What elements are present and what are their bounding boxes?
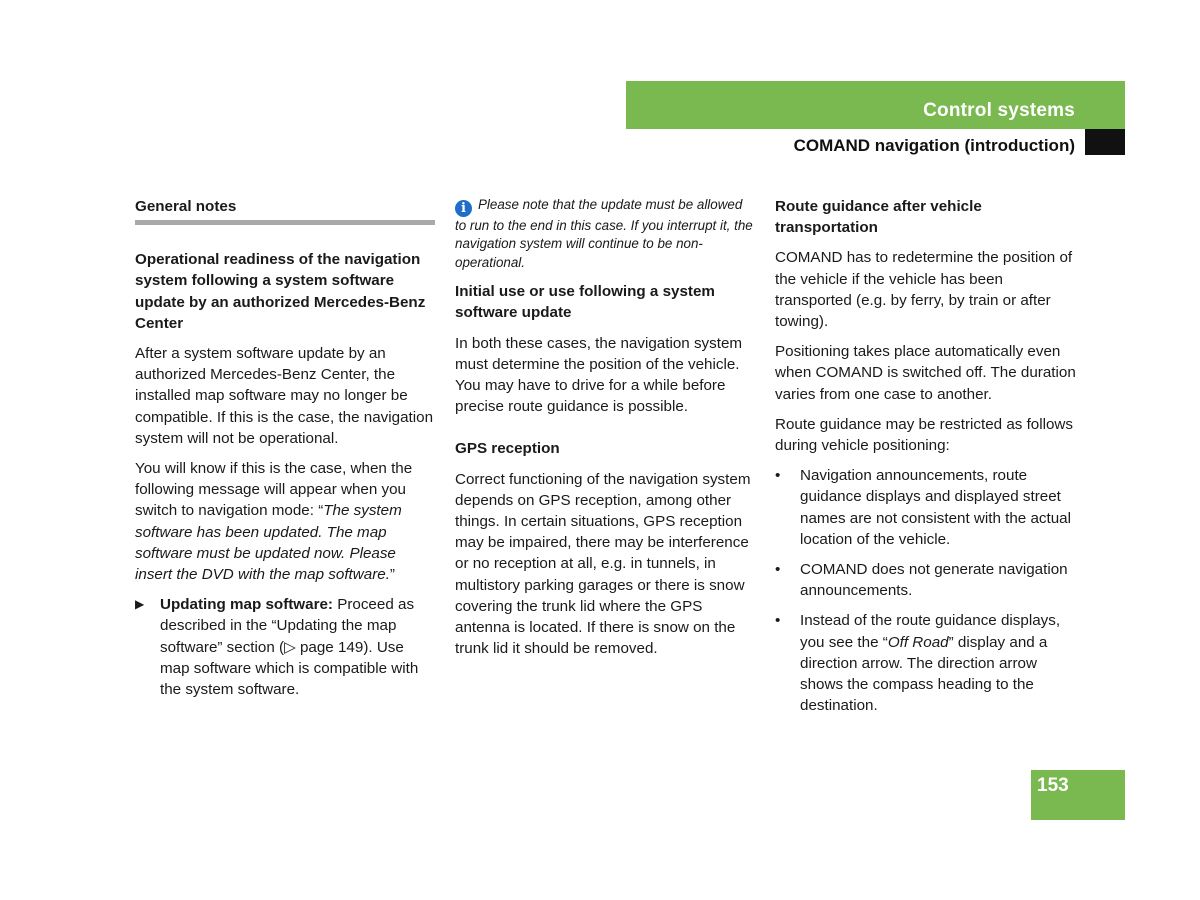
operational-readiness-heading: Operational readiness of the navigation system following a system software update by an authorized Mercedes-Benz Center: [135, 251, 426, 332]
message-text: The system software has been updated. The map software must be updated now. Please insert the DVD with the map software.: [135, 502, 402, 584]
info-note-text: Please note that the update must be allowed to run to the end in this case. If you interrupt it, the navigation system will continue to be non-operational.: [455, 197, 753, 270]
subsection-title: COMAND navigation (introduction): [793, 136, 1075, 155]
paragraph: COMAND has to redetermine the position of the vehicle if the vehicle has been transported (e.g. by ferry, by train or after towing).: [775, 249, 1073, 331]
restriction-list: [775, 465, 1077, 716]
bullet-icon: •: [775, 467, 781, 485]
list-item: • Navigation announcements, route guidance displays and displayed street names are not consistent with the actual location of the vehicle.: [775, 467, 1071, 548]
general-notes-heading: General notes: [135, 198, 237, 215]
bullet-icon: •: [775, 612, 781, 630]
route-guidance-heading: Route guidance after vehicle transportation: [775, 198, 982, 237]
step-text: Proceed as described in the “Updating the map software” section (▷ page 149). Use map software which is compatible with the system software.: [160, 596, 419, 699]
paragraph: After a system software update by an authorized Mercedes-Benz Center, the installed map software may no longer be compatible. If this is the case, the navigation system will not be operational.: [135, 345, 434, 447]
column-right: [775, 196, 1077, 725]
paragraph: Positioning takes place automatically even when COMAND is switched off. The duration varies from one case to another.: [775, 343, 1076, 403]
list-item: • Instead of the route guidance displays, you see the “Off Road” display and a direction arrow. The direction arrow shows the compass heading to the destination.: [775, 612, 1061, 715]
bullet-icon: •: [775, 561, 781, 579]
heading-rule: [135, 220, 435, 225]
info-icon: i: [455, 200, 472, 217]
page-number: 153: [1037, 775, 1069, 796]
instruction-step: [135, 594, 435, 700]
page-tab-marker: [1085, 129, 1125, 155]
info-note: [455, 196, 757, 272]
gps-reception-heading: GPS reception: [455, 440, 560, 458]
paragraph: Correct functioning of the navigation system depends on GPS reception, among other things. In certain situations, GPS reception may be impaired, there may be interference or no reception at all, e.g. in tunnels, in multistory parking garages or there is snow covering the trunk lid where the GPS antenna is located. If there is snow on the trunk lid it should be removed.: [455, 470, 751, 658]
section-title: Control systems: [923, 100, 1075, 121]
paragraph: In both these cases, the navigation system must determine the position of the vehicle. You may have to drive for a while before precise route guidance is possible.: [455, 334, 743, 416]
paragraph: Route guidance may be restricted as follows during vehicle positioning:: [775, 415, 1073, 455]
off-road-label: Off Road: [887, 633, 949, 651]
message-paragraph: You will know if this is the case, when the following message will appear when you switch to navigation mode: “The system software has been updated. The map software must be updated now. Please insert the DVD with the map software.”: [135, 460, 413, 584]
step-label: Updating map software:: [160, 596, 333, 614]
step-arrow-icon: ▶: [135, 597, 145, 612]
column-middle: [455, 196, 757, 668]
initial-use-heading: Initial use or use following a system software update: [455, 283, 715, 322]
list-item: • COMAND does not generate navigation announcements.: [775, 561, 1068, 600]
column-left: [135, 196, 435, 709]
